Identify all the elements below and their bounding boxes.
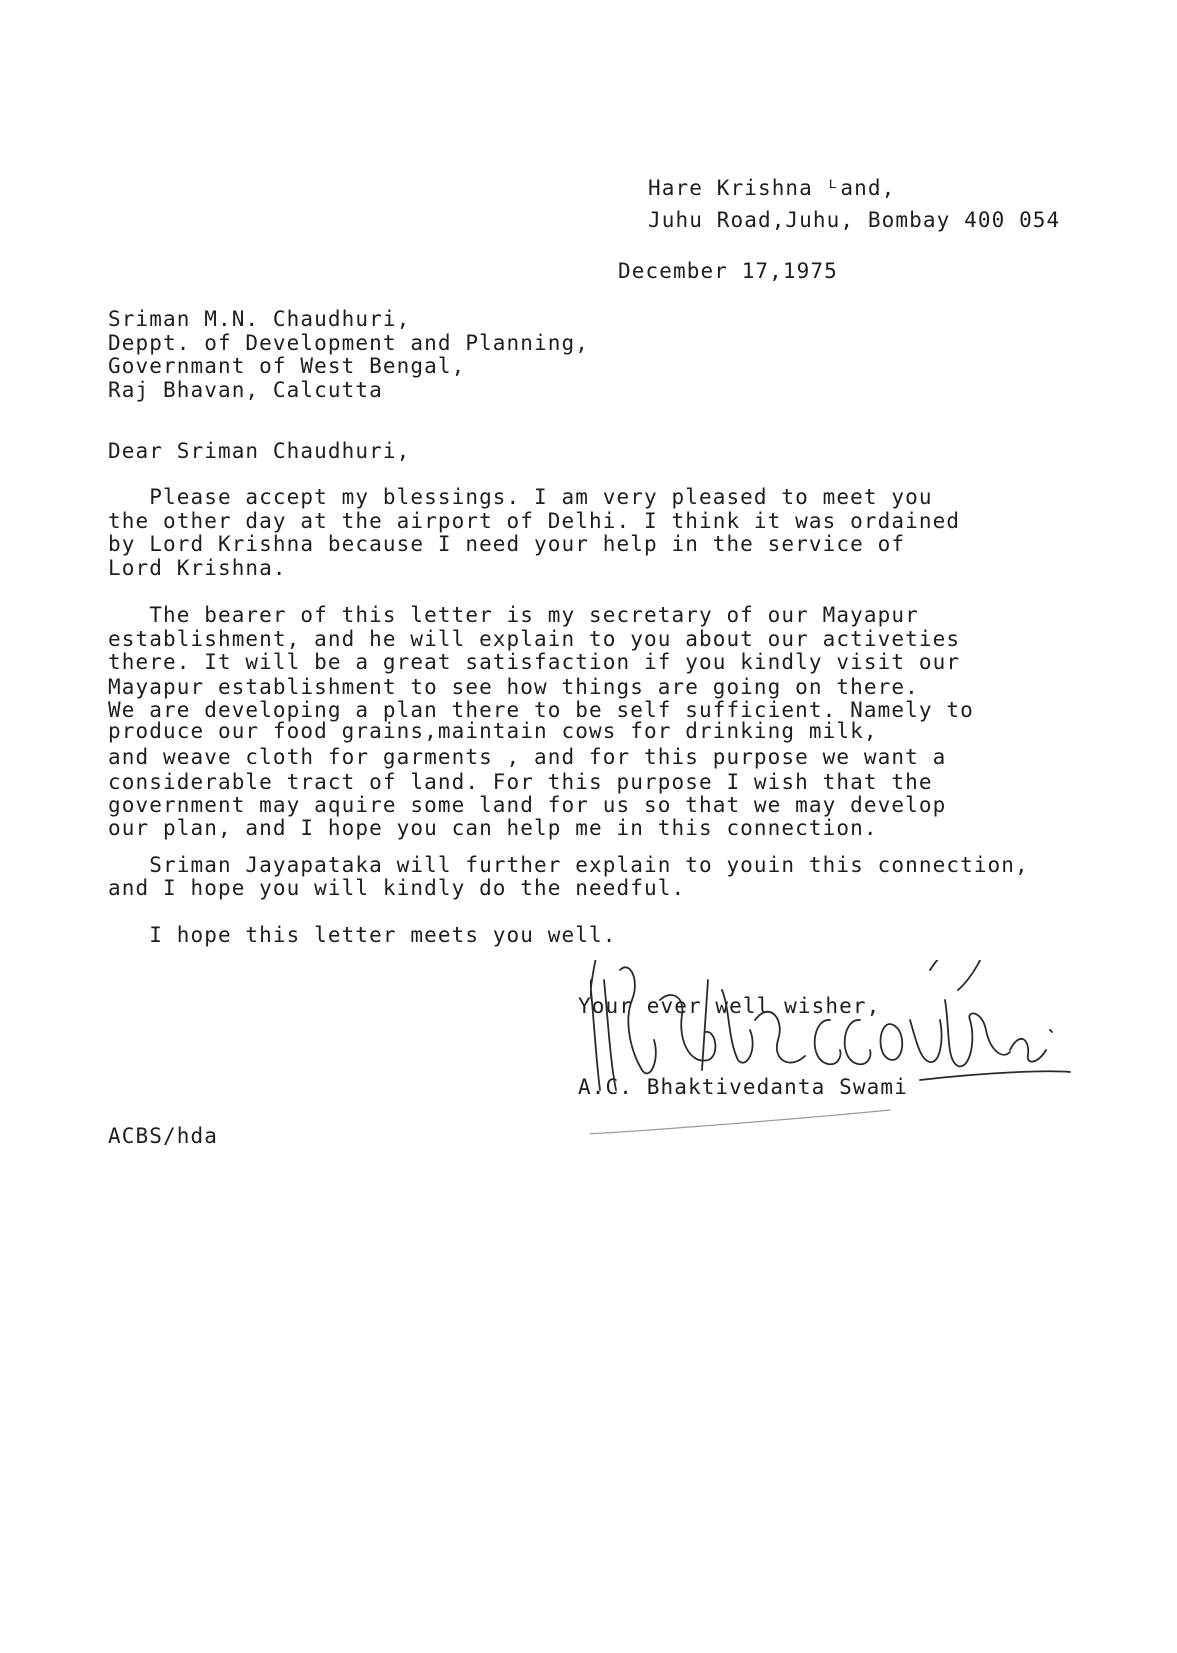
paragraph-2-line: our plan, and I hope you can help me in this connection. — [108, 816, 878, 840]
valediction: Your ever well wisher, — [578, 994, 881, 1018]
sender-address-line-2: Juhu Road,Juhu, Bombay 400 054 — [648, 208, 1061, 232]
salutation: Dear Sriman Chaudhuri, — [108, 439, 411, 463]
paragraph-2-line: government may aquire some land for us so that we may develop — [108, 793, 947, 817]
signatory-name: A.C. Bhaktivedanta Swami — [578, 1075, 908, 1099]
paragraph-3-line: and I hope you will kindly do the needful. — [108, 876, 686, 900]
reference-initials: ACBS/hda — [108, 1124, 218, 1148]
paragraph-1-line: by Lord Krishna because I need your help in the service of — [108, 532, 906, 556]
recipient-line-4: Raj Bhavan, Calcutta — [108, 378, 383, 402]
paragraph-3-line: Sriman Jayapataka will further explain to youin this connection, — [108, 853, 1029, 877]
paragraph-2-line: there. It will be a great satisfaction if you kindly visit our — [108, 650, 961, 674]
paragraph-2-line: We are developing a plan there to be self sufficient. Namely to — [108, 698, 974, 722]
paragraph-2-line: establishment, and he will explain to you about our activeties — [108, 627, 961, 651]
recipient-line-1: Sriman M.N. Chaudhuri, — [108, 307, 411, 331]
recipient-line-2: Deppt. of Development and Planning, — [108, 331, 590, 355]
sender-address-line-1: Hare Krishna ᴸand, — [648, 176, 896, 200]
paragraph-2-line: produce our food grains,maintain cows for drinking milk, — [108, 719, 878, 743]
paragraph-2-line: The bearer of this letter is my secretary of our Mayapur — [108, 603, 919, 627]
letter-date: December 17,1975 — [618, 259, 838, 283]
paragraph-1-line: the other day at the airport of Delhi. I think it was ordained — [108, 509, 961, 533]
recipient-line-3: Governmant of West Bengal, — [108, 354, 466, 378]
paragraph-1-line: Please accept my blessings. I am very pleased to meet you — [108, 485, 933, 509]
paragraph-2-line: Mayapur establishment to see how things are going on there. — [108, 675, 919, 699]
paragraph-2-line: considerable tract of land. For this purpose I wish that the — [108, 770, 933, 794]
handwritten-signature — [590, 960, 1130, 1180]
paragraph-1-line: Lord Krishna. — [108, 556, 287, 580]
paragraph-2-line: and weave cloth for garments , and for this purpose we want a — [108, 745, 947, 769]
closing-line: I hope this letter meets you well. — [108, 923, 617, 947]
